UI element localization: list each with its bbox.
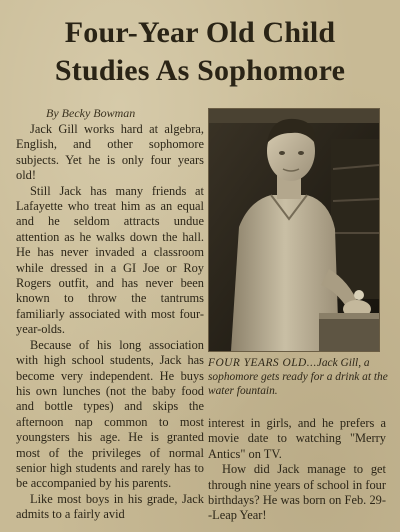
headline [0,14,400,90]
paragraph: Still Jack has many friends at Lafayette who treat him as an equal and he seldom attracts undue attention as he walks down the hall. He has never invaded a classroom while dressed in a GI Joe or Roy Rogers outfit, and has never been known to throw the tantrums familiarly associated with most four-year-olds. [16,183,204,337]
article-column-right [208,416,386,524]
caption-text: Jack Gill, a sophomore gets ready for a drink at the water fountain. [208,357,388,397]
photo-caption [208,356,388,398]
paragraph: Because of his long association with high school students, Jack has become very independent. He buys his own lunches (not the baby food and bottle types) and skips the afternoon nap common to most youngsters his age. He is granted most of the privileges of normal senior high students and rarely has to be accompanied by his parents. [16,337,204,491]
clipped-top-edge [0,0,400,8]
byline: By Becky Bowman [46,106,136,120]
headline-line-1: Four-Year Old Child [64,16,336,49]
headline-line-2: Studies As Sophomore [54,54,346,87]
paragraph: Like most boys in his grade, Jack admits to a fairly avid [16,491,204,522]
photo-illustration [209,109,379,351]
paragraph: Jack Gill works hard at algebra, English, and other sophomore subjects. Yet he is only four years old! [16,122,204,183]
article-column-left [16,122,204,523]
caption-lead: FOUR YEARS OLD... [208,357,317,369]
news-photo [208,108,380,352]
paragraph: How did Jack manage to get through nine years of school in four birthdays? He was born on Feb. 29--Leap Year! [208,462,386,523]
paragraph: interest in girls, and he prefers a movie date to watching "Merry Antics" on TV. [208,416,386,461]
